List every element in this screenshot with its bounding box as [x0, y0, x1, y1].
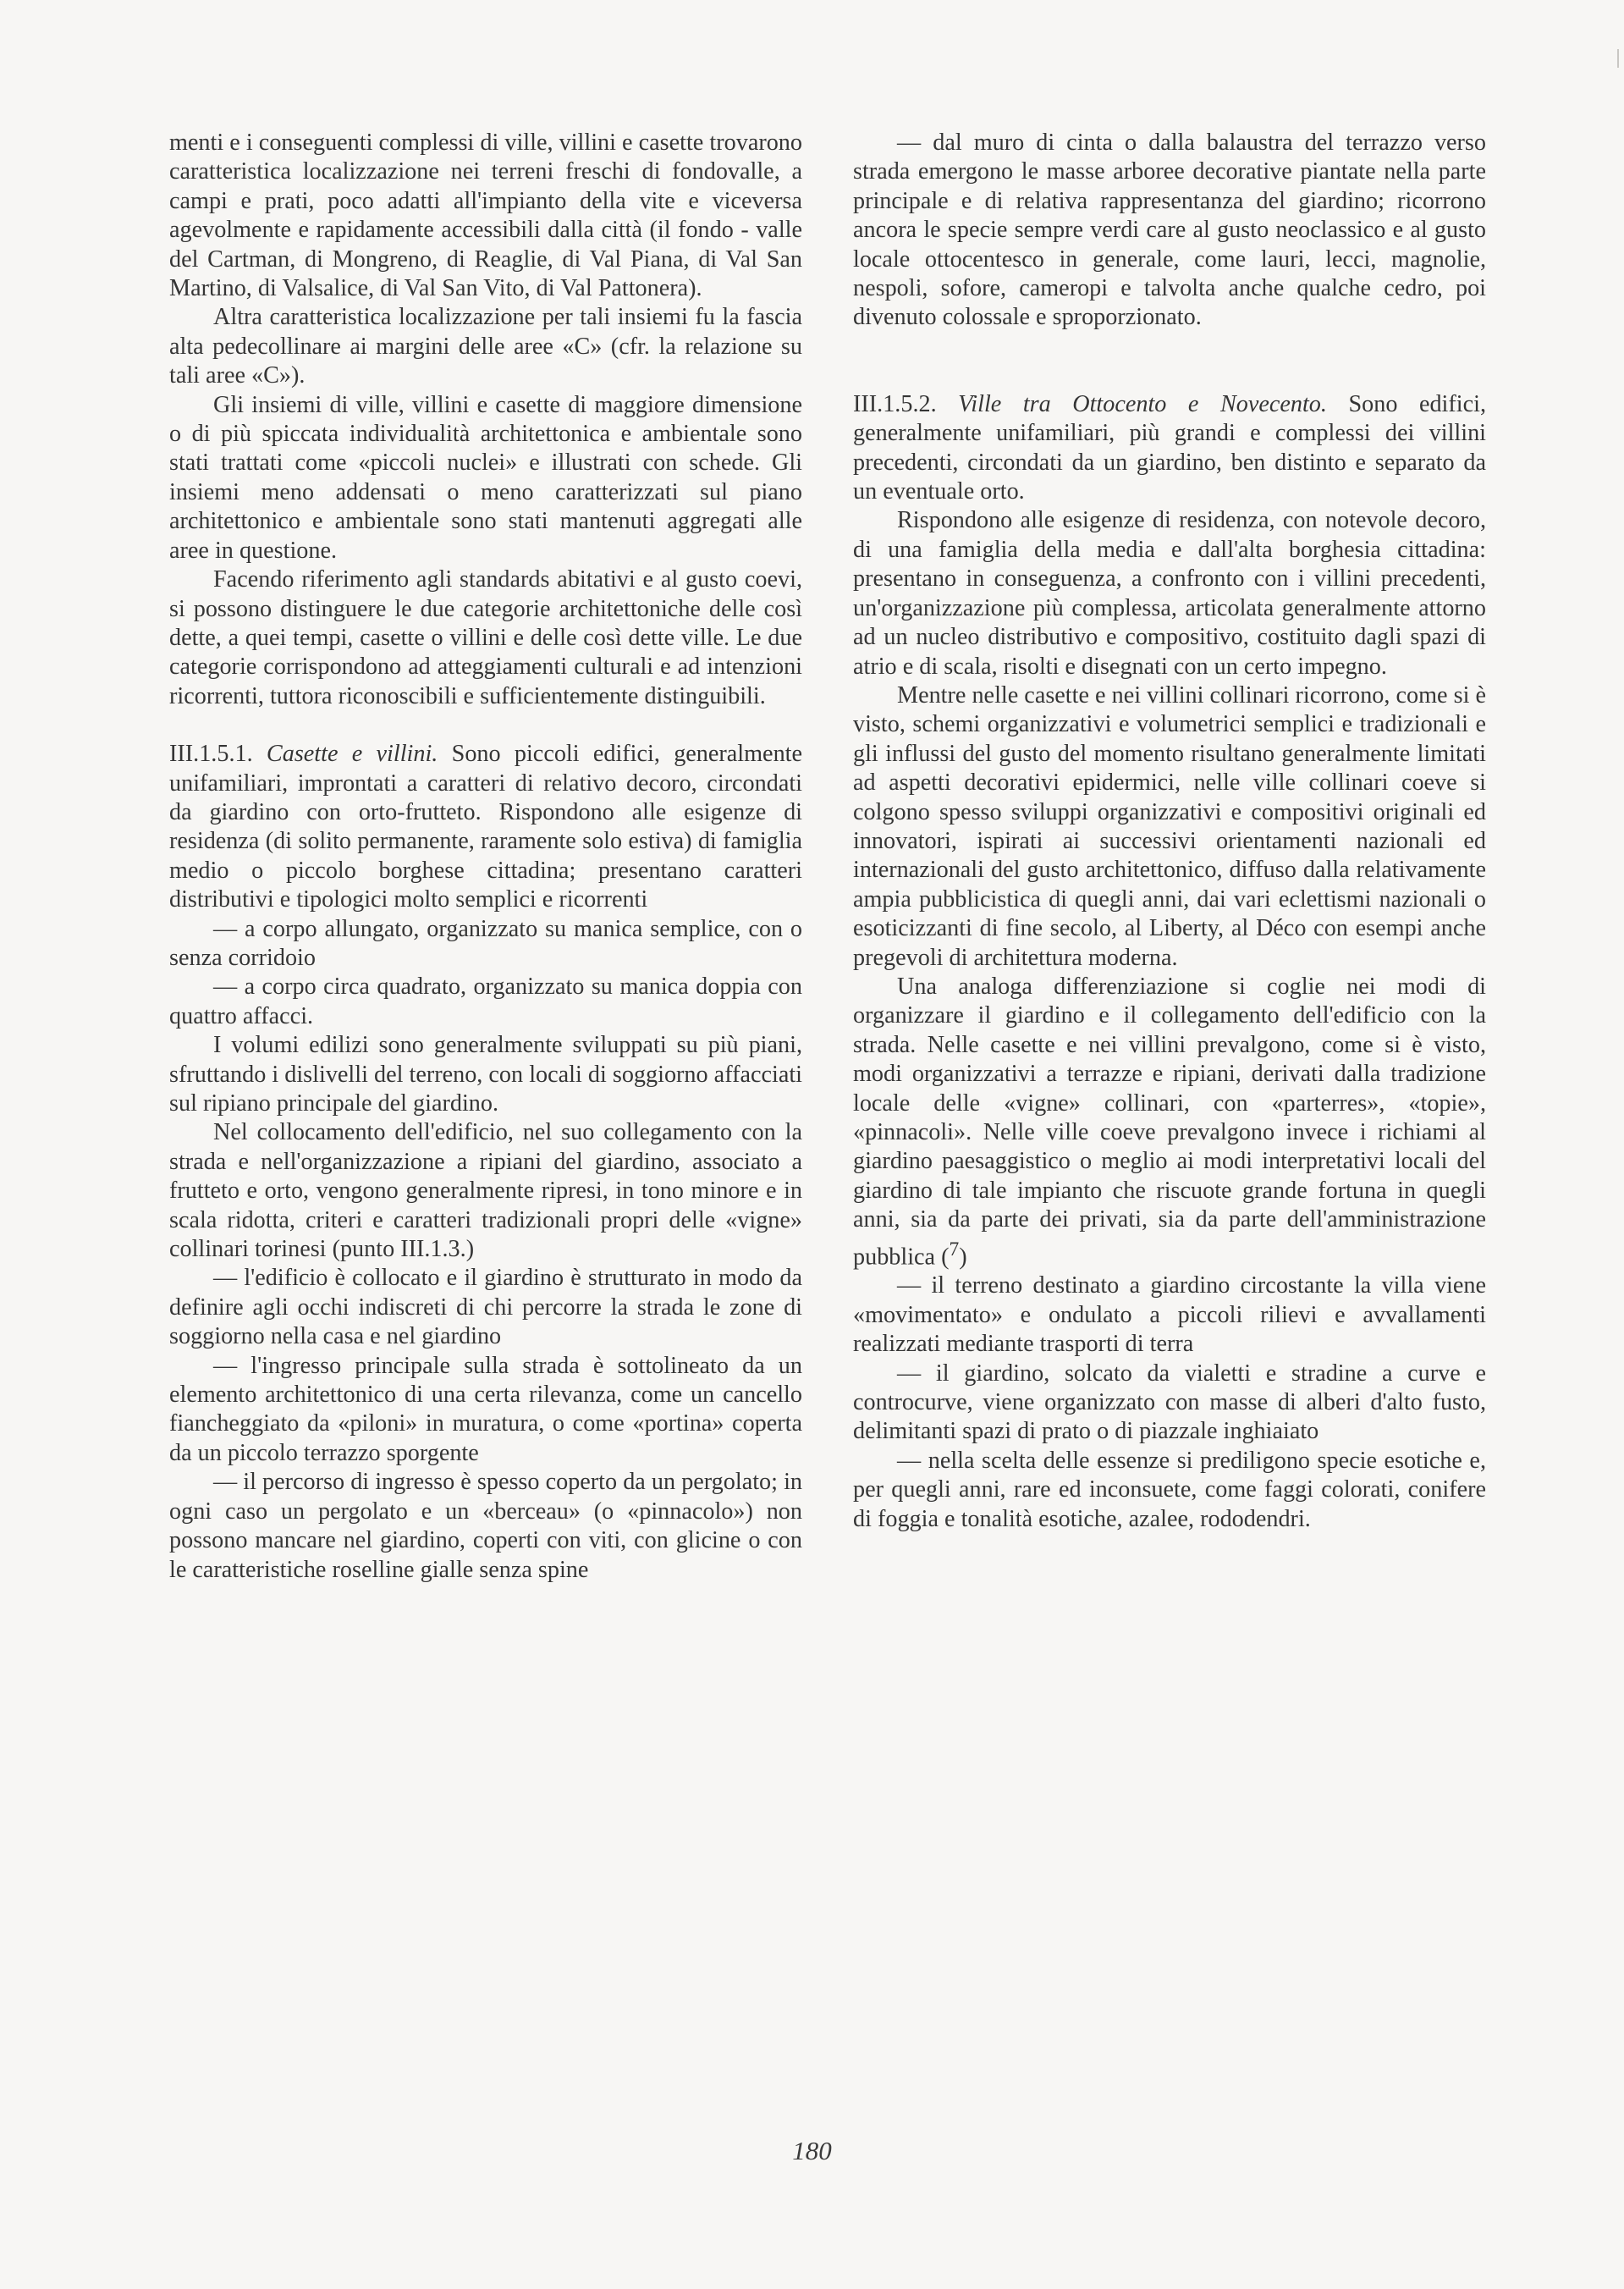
scan-mark: [1617, 49, 1619, 68]
paragraph: I volumi edilizi sono generalmente sviluppati su più piani, sfruttando i dislivelli del terreno, con locali di soggiorno affacciati sul ripiano principale del giardino.: [169, 1032, 802, 1117]
section-number: III.1.5.2.: [853, 390, 937, 417]
paragraph-text: Una analoga differenziazione si coglie nei modi di organizzare il giardino e il collegamento dell'edificio con la strada. Nelle casette e nei villini prevalgono, come si è visto, modi organizzativi a terrazze e ripiani, derivati dalla tradizione locale delle «vigne» collinari, con «parterres», «topie», «pinnacoli». Nelle ville coeve prevalgono invece i richiami al giardino paesaggistico o meglio ai modi interpretativi locali del giardino di tale impianto che riscuote grande fortuna in quegli anni, sia da parte dei privati, sia da parte dell'amministrazione pubblica (: [853, 973, 1486, 1271]
section-text: Sono piccoli edifici, generalmente unifamiliari, improntati a caratteri di relativo decoro, circondati da giardino con orto-frutteto. Rispondono alle esigenze di residenza (di solito permanente, raramente solo estiva) di famiglia medio o piccolo borghese cittadina; presentano caratteri distributivi e tipologici molto semplici e ricorrenti: [169, 741, 802, 913]
paragraph: Mentre nelle casette e nei villini collinari ricorrono, come si è visto, schemi organizzativi e volumetrici semplici e tradizionali e gli influssi del gusto del momento risultano generalmente limitati ad aspetti decorativi epidermici, nelle ville collinari coeve si colgono spesso sviluppi organizzativi e compositivi originali ed innovatori, ispirati ai successivi orientamenti nazionali ed internazionali del gusto architettonico, diffuso dalla relativamente ampia pubblicistica di quegli anni, dai vari eclettismi nazionali o esoticizzanti di fine secolo, al Liberty, al Déco con esempi anche pregevoli di architettura moderna.: [853, 681, 1486, 971]
section-text: Sono edifici, generalmente unifamiliari, più grandi e complessi dei villini precedenti, circondati da un giardino, ben distinto e separato da un eventuale orto.: [853, 390, 1486, 505]
paragraph: Rispondono alle esigenze di residenza, con notevole decoro, di una famiglia della media e dall'alta borghesia cittadina: presentano in conseguenza, a confronto con i villini precedenti, un'organizzazione più complessa, articolata generalmente attorno ad un nucleo distributivo e compositivo, costituito dagli spazi di atrio e di scala, risolti e disegnati con un certo impegno.: [853, 507, 1486, 680]
page-number: 180: [792, 2136, 832, 2165]
paragraph: Nel collocamento dell'edificio, nel suo collegamento con la strada e nell'organizzazione a ripiani del giardino, associato a frutteto e orto, vengono generalmente ripresi, in tono minore e in scala ridotta, criteri e caratteri tradizionali propri delle «vigne» collinari torinesi (punto III.1.3.): [169, 1119, 802, 1263]
dash-item: — il giardino, solcato da vialetti e stradine a curve e controcurve, viene organizzato con masse di alberi d'alto fusto, delimitanti spazi di prato o di piazzale inghiaiato: [853, 1360, 1486, 1445]
paragraph: [853, 973, 1486, 1271]
dash-item: — l'ingresso principale sulla strada è sottolineato da un elemento architettonico di una certa rilevanza, come un cancello fiancheggiato da «piloni» in muratura, o come «portina» coperta da un piccolo terrazzo sporgente: [169, 1352, 802, 1466]
paragraph: menti e i conseguenti complessi di ville, villini e casette trovarono caratteristica localizzazione nei terreni freschi di fondovalle, a campi e prati, poco adatti all'impianto della vite e viceversa agevolmente e rapidamente accessibili dalla città (il fondo - valle del Cartman, di Mongreno, di Reaglie, di Val Piana, di Val San Martino, di Valsalice, di Val San Vito, di Val Pattonera).: [169, 130, 802, 302]
dash-item: — a corpo allungato, organizzato su manica semplice, con o senza corridoio: [169, 915, 802, 971]
left-column: [169, 129, 802, 1585]
section-title: Casette e villini.: [266, 741, 438, 768]
footnote-ref: 7: [949, 1238, 960, 1260]
section-title: Ville tra Ottocento e Novecento.: [958, 390, 1327, 417]
section-paragraph: [169, 740, 802, 914]
dash-item: — nella scelta delle essenze si prediligono specie esotiche e, per quegli anni, rare ed inconsuete, come faggi colorati, conifere di foggia e tonalità esotiche, azalee, rododendri.: [853, 1447, 1486, 1532]
paragraph: Facendo riferimento agli standards abitativi e al gusto coevi, si possono distinguere le due categorie architettoniche delle così dette, a quei tempi, casette o villini e delle così dette ville. Le due categorie corrispondono ad atteggiamenti culturali e ad intenzioni ricorrenti, tuttora riconoscibili e sufficientemente distinguibili.: [169, 566, 802, 709]
paragraph: Altra caratteristica localizzazione per tali insiemi fu la fascia alta pedecollinare ai margini delle aree «C» (cfr. la relazione su tali aree «C»).: [169, 304, 802, 389]
paragraph-text: ): [959, 1244, 967, 1271]
section-paragraph: [853, 390, 1486, 507]
dash-item: — dal muro di cinta o dalla balaustra del terrazzo verso strada emergono le masse arboree decorative piantate nella parte principale e di relativa rappresentanza del giardino; ricorrono ancora le specie sempre verdi care al gusto neoclassico e al gusto locale ottocentesco in generale, come lauri, lecci, magnolie, nespoli, sofore, cameropi e talvolta anche qualche cedro, poi divenuto colossale e sproporzionato.: [853, 130, 1486, 331]
paragraph: Gli insiemi di ville, villini e casette di maggiore dimensione o di più spiccata individualità architettonica e ambientale sono stati trattati come «piccoli nuclei» e illustrati con schede. Gli insiemi meno addensati o meno caratterizzati sul piano architettonico e ambientale sono stati mantenuti aggregati alle aree in questione.: [169, 391, 802, 564]
dash-item: — il terreno destinato a giardino circostante la villa viene «movimentato» e ondulato a piccoli rilievi e avvallamenti realizzati mediante trasporti di terra: [853, 1272, 1486, 1358]
section-number: III.1.5.1.: [169, 741, 253, 768]
right-column: [853, 129, 1486, 1534]
dash-item: — l'edificio è collocato e il giardino è strutturato in modo da definire agli occhi indiscreti di chi percorre la strada le zone di soggiorno nella casa e nel giardino: [169, 1265, 802, 1350]
dash-item: — il percorso di ingresso è spesso coperto da un pergolato; in ogni caso un pergolato e un «berceau» (o «pinnacolo») non possono mancare nel giardino, coperti con viti, con glicine o con le caratteristiche roselline gialle senza spine: [169, 1469, 802, 1583]
dash-item: — a corpo circa quadrato, organizzato su manica doppia con quattro affacci.: [169, 974, 802, 1029]
